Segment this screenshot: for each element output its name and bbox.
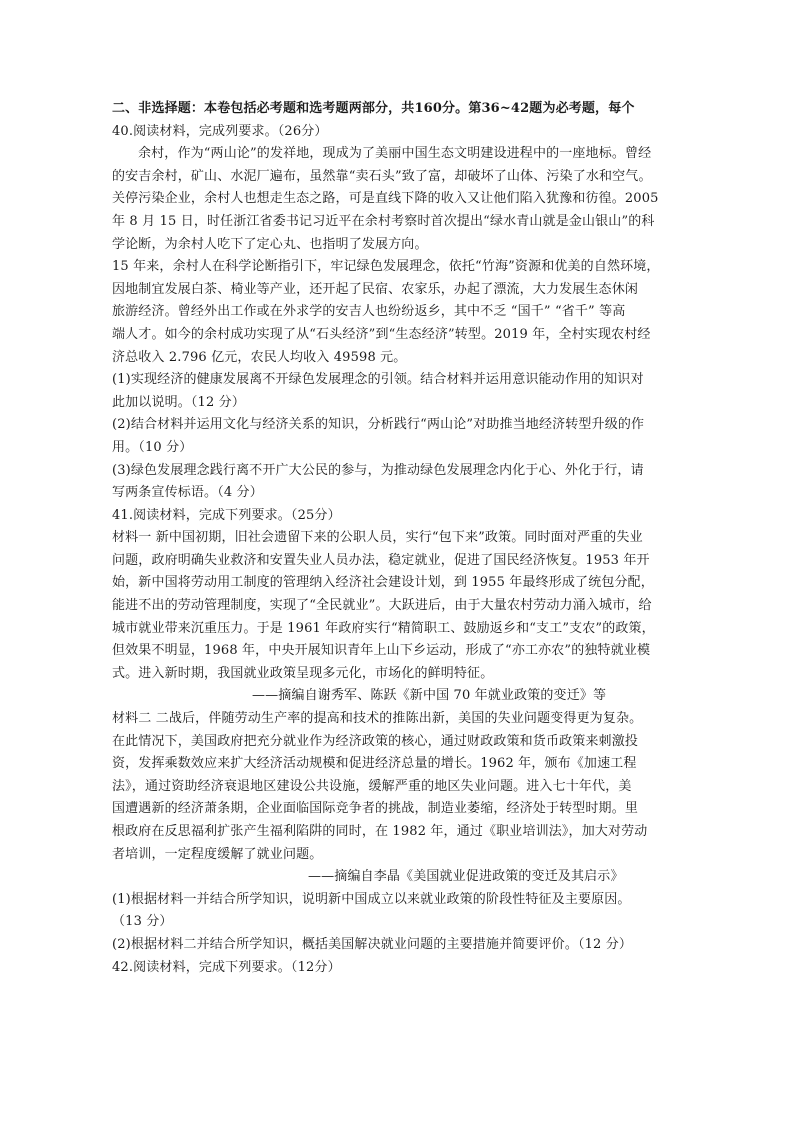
q41-material2-line: 在此情况下，美国政府把充分就业作为经济政策的核心，通过财政政策和货币政策来刺激投 — [112, 733, 639, 749]
q40-para2-line: 旅游经济。曾经外出工作或在外求学的安吉人也纷纷返乡，其中不乏 “国千” “省千” 等高 — [112, 304, 626, 320]
q41-material2-line: 国遭遇新的经济萧条期，企业面临国际竞争者的挑战，制造业萎缩，经济处于转型时期。里 — [112, 801, 639, 817]
q40-sub3-line: 写两条宣传标语。（4 分） — [112, 485, 263, 501]
q41-material1-line: 城市就业带来沉重压力。于是 1961 年政府实行“精简职工、鼓励返乡和“支工”支农”的政策， — [112, 620, 655, 636]
q40-sub2-line: 用。（10 分） — [112, 439, 193, 455]
q40-para2-line: 15 年来，余村人在科学论断指引下，牢记绿色发展理念，依托“竹海”资源和优美的自然环境， — [112, 259, 660, 275]
q40-sub1-line: 此加以说明。（12 分） — [112, 394, 245, 410]
q41-material2-line: 资，发挥乘数效应来扩大经济活动规模和促进经济总量的增长。1962 年，颁布《加速工程 — [112, 756, 637, 772]
q40-para1-line: 学论断，为余村人吃下了定心丸、也指明了发展方向。 — [112, 236, 428, 252]
q40-para1-line: 余村，作为“两山论”的发祥地，现成为了美丽中国生态文明建设进程中的一座地标。曾经 — [138, 146, 652, 162]
q42-title: 42.阅读材料，完成下列要求。（12分） — [112, 959, 341, 975]
q41-sub1-line: （13 分） — [112, 914, 173, 930]
q40-para2-line: 济总收入 2.796 亿元，农民人均收入 49598 元。 — [112, 349, 407, 365]
q41-material1-line: 但效果不明显，1968 年，中央开展知识青年上山下乡运动，形成了“亦工亦农”的独特就业模 — [112, 643, 651, 659]
q40-para1-line: 的安吉余村，矿山、水泥厂遍布，虽然靠“卖石头”致了富，却破坏了山体、污染了水和空气。 — [112, 168, 652, 184]
q41-source2: ——摘编自李晶《美国就业促进政策的变迁及其启示》 — [308, 869, 624, 885]
q41-material2-line: 根政府在反思福利扩张产生福利陷阱的同时，在 1982 年，通过《职业培训法》，加大对劳动 — [112, 824, 648, 839]
q41-material2-line: 者培训，一定程度缓解了就业问题。 — [112, 846, 323, 862]
exam-page — [112, 98, 682, 979]
q40-sub3-line: (3)绿色发展理念践行离不开广大公民的参与，为推动绿色发展理念内化于心、外化于行，请 — [112, 462, 644, 478]
q41-material2-line: 法》，通过资助经济衰退地区建设公共设施，缓解严重的地区失业问题。进入七十年代，美 — [112, 778, 632, 794]
q41-material2-line: 材料二 二战后，伴随劳动生产率的提高和技术的推陈出新，美国的失业问题变得更为复杂。 — [112, 711, 643, 727]
q41-material1-line: 材料一 新中国初期，旧社会遗留下来的公职人员，实行“包下来”政策。同时面对严重的失业 — [112, 530, 643, 546]
q40-sub2-line: (2)结合材料并运用文化与经济关系的知识，分析践行“两山论”对助推当地经济转型升级的作 — [112, 417, 645, 433]
q41-source1: ——摘编自谢秀军、陈跃《新中国 70 年就业政策的变迁》等 — [252, 688, 607, 704]
q40-title: 40.阅读材料，完成列要求。（26分） — [112, 123, 328, 139]
q41-title: 41.阅读材料，完成下列要求。（25分） — [112, 507, 341, 523]
q40-para1-line: 关停污染企业，余村人也想走生态之路，可是直线下降的收入又让他们陷入犹豫和彷徨。2005 — [112, 191, 659, 207]
q40-para2-line: 端人才。如今的余村成功实现了从“石头经济”到“生态经济”转型。2019 年，全村实现农村经 — [112, 326, 651, 342]
q40-para1-line: 年 8 月 15 日，时任浙江省委书记习近平在余村考察时首次提出“绿水青山就是金山银山”的科 — [112, 213, 655, 229]
q40-sub1-line: (1)实现经济的健康发展离不开绿色发展理念的引领。结合材料并运用意识能动作用的知识对 — [112, 372, 644, 388]
q41-material1-line: 式。进入新时期，我国就业政策呈现多元化，市场化的鲜明特征。 — [112, 665, 494, 681]
q41-sub2-line: (2)根据材料二并结合所学知识，概括美国解决就业问题的主要措施并简要评价。（12 分） — [112, 936, 633, 952]
q40-para2-line: 因地制宜发展白茶、椅业等产业，还开起了民宿、农家乐，办起了漂流，大力发展生态休闲 — [112, 281, 639, 297]
q41-sub1-line: (1)根据材料一并结合所学知识，说明新中国成立以来就业政策的阶段性特征及主要原因。 — [112, 891, 631, 907]
q41-material1-line: 问题，政府明确失业救济和安置失业人员办法，稳定就业，促进了国民经济恢复。1953 年开 — [112, 552, 650, 568]
section-header: 二、非选择题：本卷包括必考题和选考题两部分，共160分。第36~42题为必考题，每个 — [112, 101, 635, 116]
q41-material1-line: 始，新中国将劳动用工制度的管理纳入经济社会建设计划，到 1955 年最终形成了统包分配， — [112, 575, 654, 591]
q41-material1-line: 能进不出的劳动管理制度，实现了“全民就业”。大跃进后，由于大量农村劳动力涌入城市，给 — [112, 598, 652, 614]
